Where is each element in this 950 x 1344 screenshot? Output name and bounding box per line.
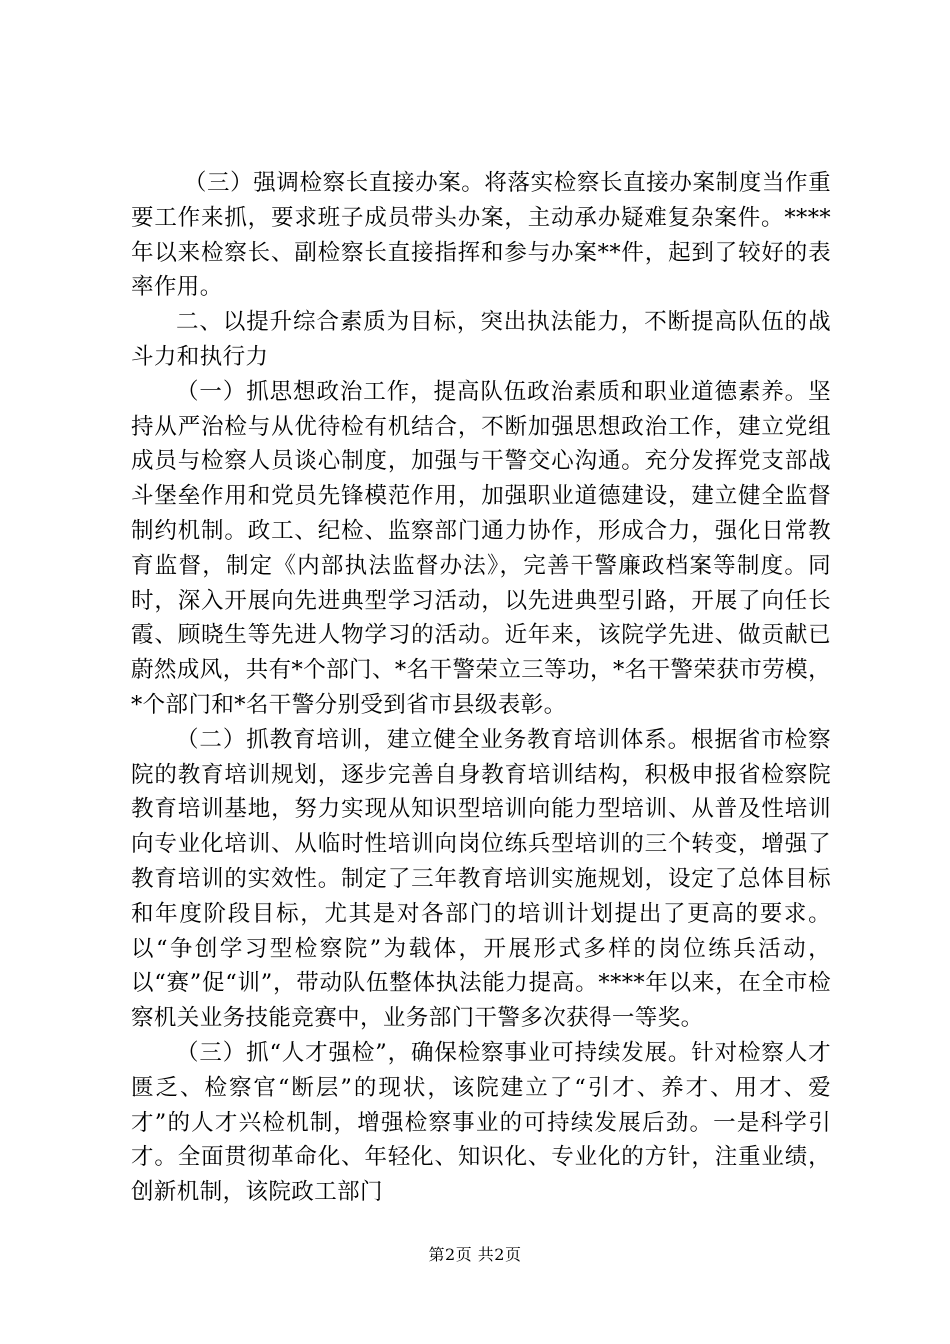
paragraph-talent-strategy: （三）抓“人才强检”，确保检察事业可持续发展。针对检察人才匮乏、检察官“断层”的现状，该院建立了“引才、养才、用才、爱才”的人才兴检机制，增强检察事业的可持续发展后劲。一是科学引才。全面贯彻革命化、年轻化、知识化、专业化的方针，注重业绩，创新机制，该院政工部门 [131, 1039, 831, 1206]
paragraph-education-training: （二）抓教育培训，建立健全业务教育培训体系。根据省市检察院的教育培训规划，逐步完善自身教育培训结构，积极申报省检察院教育培训基地，努力实现从知识型培训向能力型培训、从普及性培训向专业化培训、从临时性培训向岗位练兵型培训的三个转变，增强了教育培训的实效性。制定了三年教育培训实施规划，设定了总体目标和年度阶段目标，尤其是对各部门的培训计划提出了更高的要求。以“争创学习型检察院”为载体，开展形式多样的岗位练兵活动，以“赛”促“训”，带动队伍整体执法能力提高。****年以来，在全市检察机关业务技能竞赛中，业务部门干警多次获得一等奖。 [131, 726, 831, 1032]
document-body [131, 166, 831, 1210]
section-heading-two: 二、以提升综合素质为目标，突出执法能力，不断提高队伍的战斗力和执行力 [131, 309, 831, 370]
page-number-footer: 第2页 共2页 [428, 1245, 522, 1264]
paragraph-prosecutor-handles-cases: （三）强调检察长直接办案。将落实检察长直接办案制度当作重要工作来抓，要求班子成员带头办案，主动承办疑难复杂案件。****年以来检察长、副检察长直接指挥和参与办案**件，起到了较好的表率作用。 [131, 170, 831, 301]
paragraph-political-work: （一）抓思想政治工作，提高队伍政治素质和职业道德素养。坚持从严治检与从优待检有机结合，不断加强思想政治工作，建立党组成员与检察人员谈心制度，加强与干警交心沟通。充分发挥党支部战斗堡垒作用和党员先锋模范作用，加强职业道德建设，建立健全监督制约机制。政工、纪检、监察部门通力协作，形成合力，强化日常教育监督，制定《内部执法监督办法》，完善干警廉政档案等制度。同时，深入开展向先进典型学习活动，以先进典型引路，开展了向任长霞、顾晓生等先进人物学习的活动。近年来，该院学先进、做贡献已蔚然成风，共有*个部门、*名干警荣立三等功，*名干警荣获市劳模，*个部门和*名干警分别受到省市县级表彰。 [131, 378, 831, 718]
